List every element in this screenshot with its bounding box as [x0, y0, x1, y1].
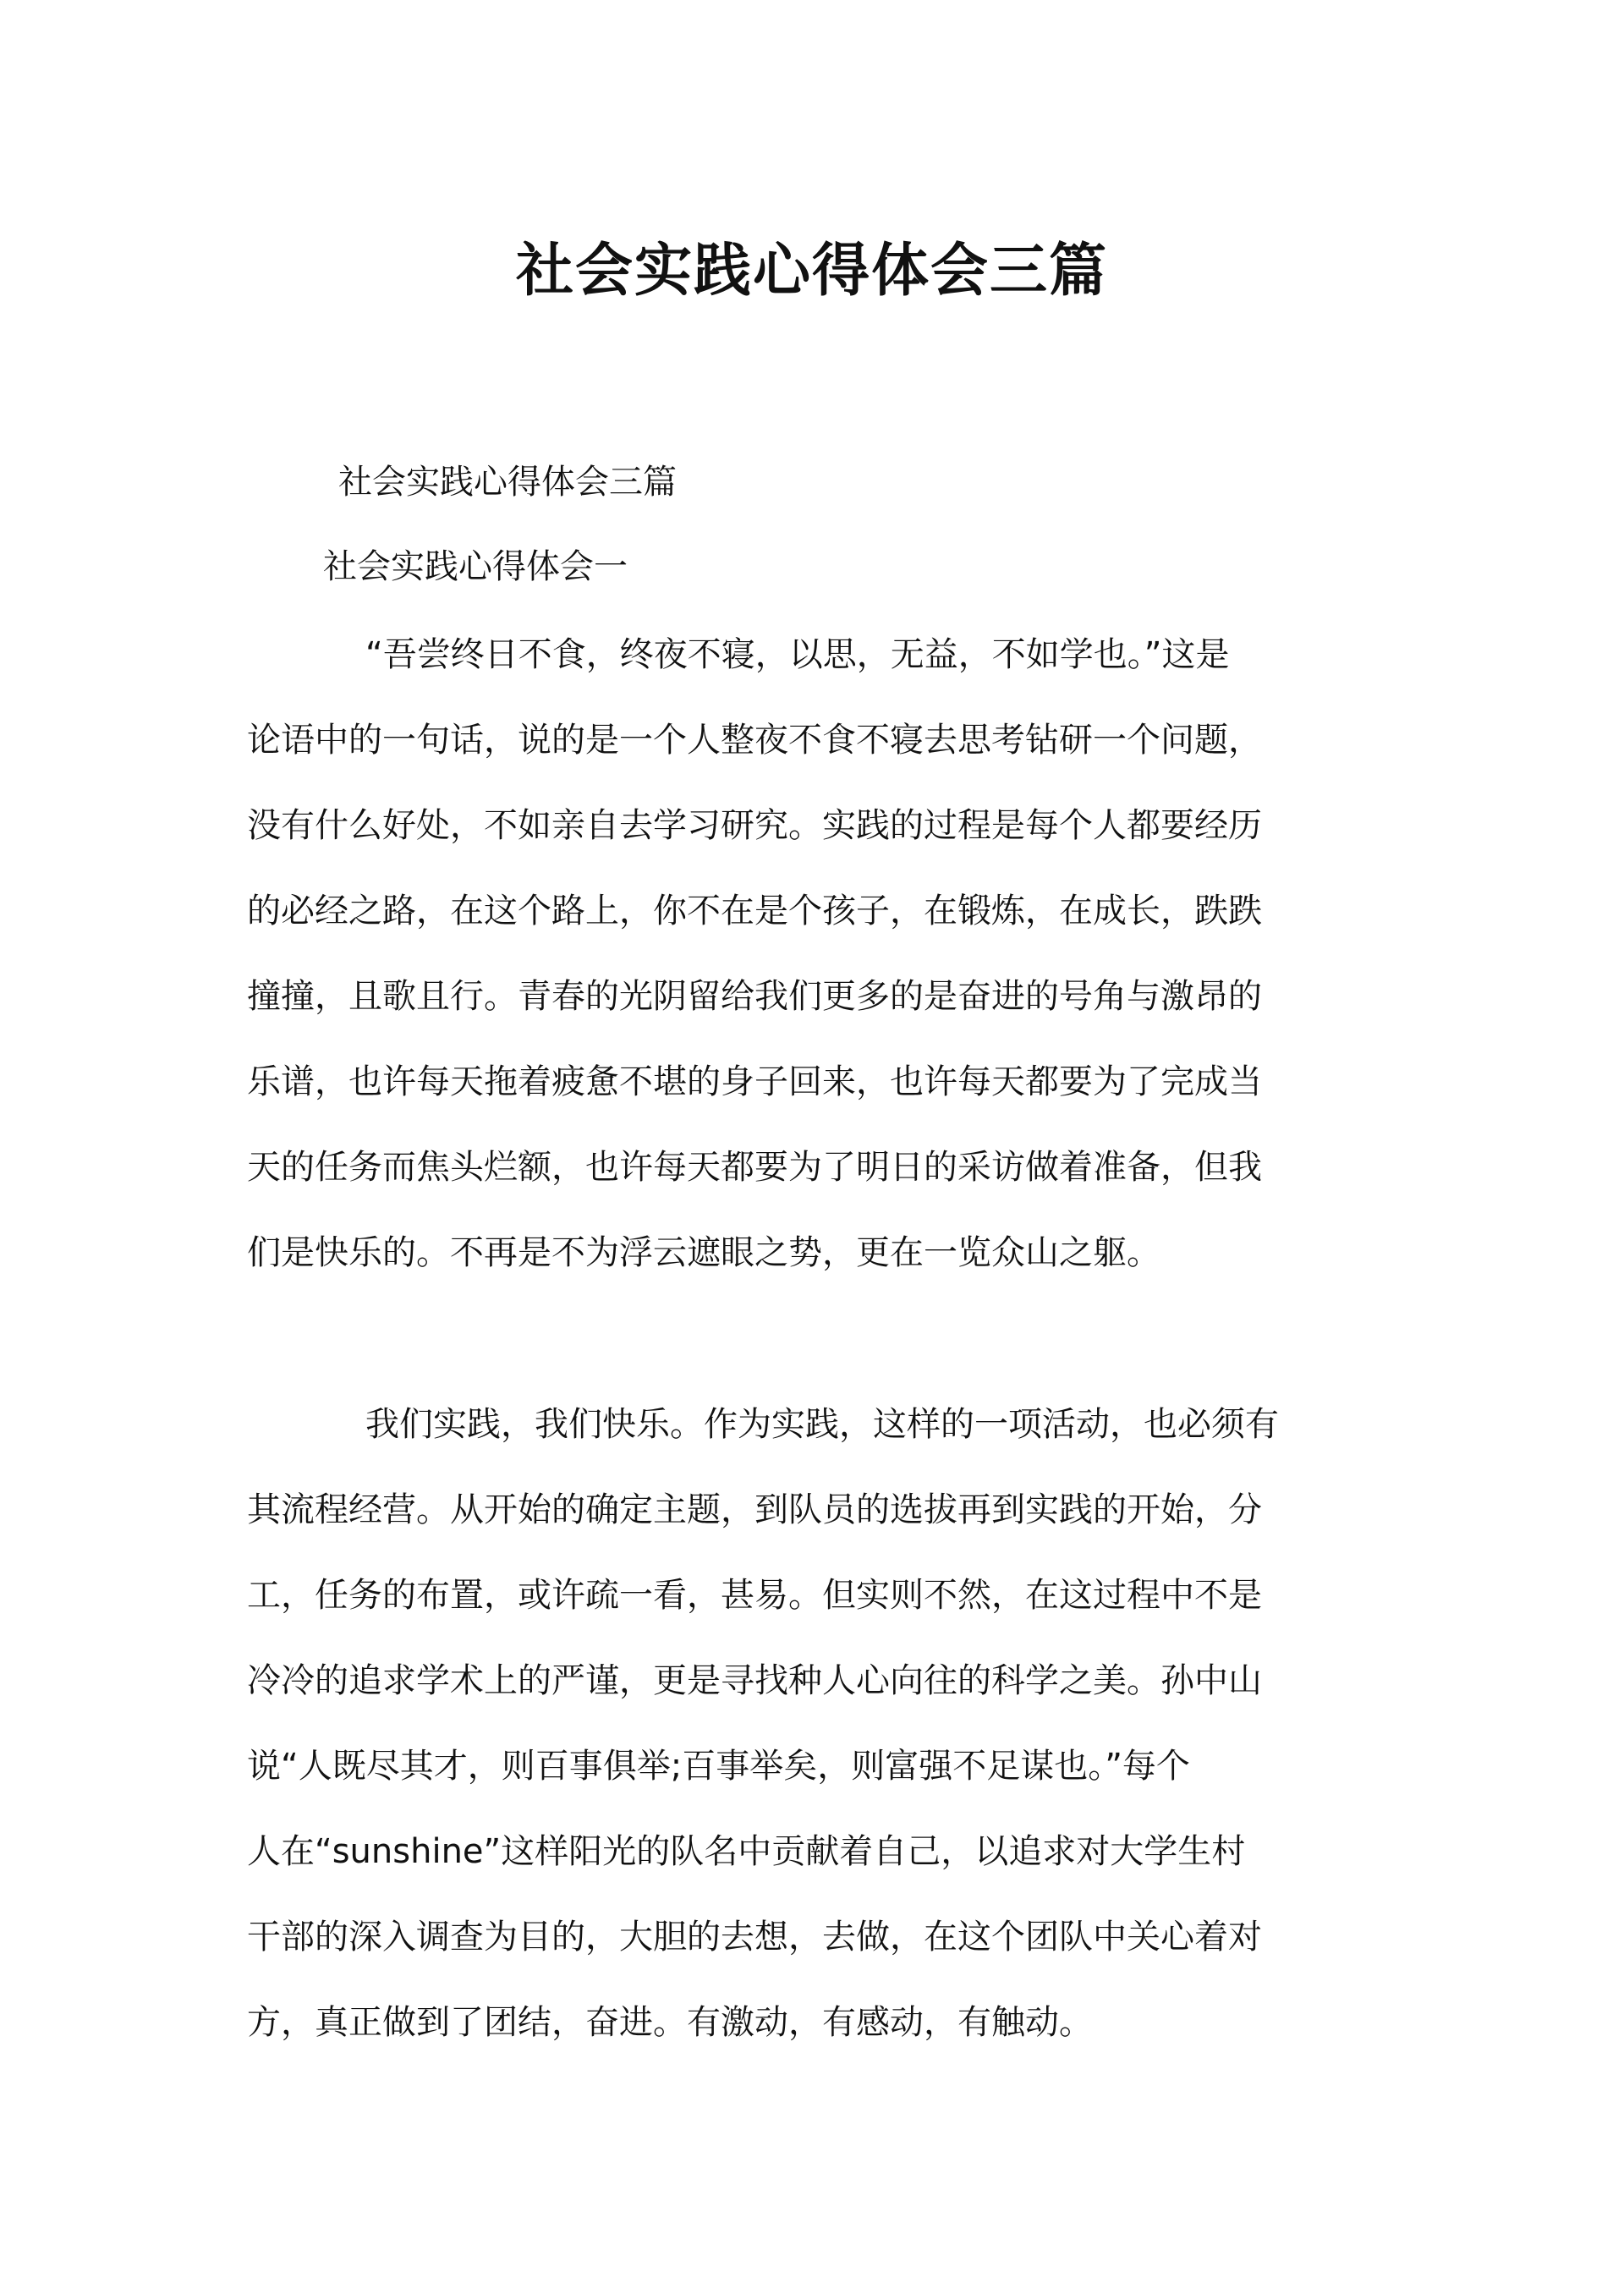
paragraph-line: 工，任务的布置，或许疏一看，甚易。但实则不然，在这过程中不是	[247, 1576, 1262, 1615]
paragraph-line: 干部的深入调查为目的，大胆的去想，去做，在这个团队中关心着对	[247, 1918, 1262, 1956]
paragraph-1	[247, 612, 1406, 1296]
paragraph-line: 人在“sunshine”这样阳光的队名中贡献着自己，以追求对大学生村	[247, 1832, 1246, 1871]
paragraph-line: 论语中的一句话，说的是一个人整夜不食不寝去思考钻研一个问题，	[247, 721, 1262, 760]
paragraph-line: 撞撞，且歌且行。青春的光阴留给我们更多的是奋进的号角与激昂的	[247, 977, 1262, 1016]
paragraph-line: 天的任务而焦头烂额，也许每天都要为了明日的采访做着准备，但我	[247, 1148, 1262, 1187]
paragraph-line: 冷冷的追求学术上的严谨，更是寻找种人心向往的科学之美。孙中山	[247, 1661, 1262, 1700]
paragraph-line: 方，真正做到了团结，奋进。有激动，有感动，有触动。	[247, 2003, 1093, 2042]
paragraph-line: 没有什么好处，不如亲自去学习研究。实践的过程是每个人都要经历	[247, 806, 1262, 845]
document-subheading: 社会实践心得体会三篇	[338, 463, 677, 502]
paragraph-line: 其流程经营。从开始的确定主题，到队员的选拔再到实践的开始，分	[247, 1490, 1262, 1529]
section-heading: 社会实践心得体会一	[323, 547, 628, 586]
paragraph-line: 乐谱，也许每天拖着疲惫不堪的身子回来，也许每天都要为了完成当	[247, 1062, 1262, 1101]
paragraph-line: 我们实践，我们快乐。作为实践，这样的一项活动，也必须有	[365, 1405, 1279, 1444]
paragraph-2	[247, 1382, 1406, 2066]
paragraph-line: “吾尝终日不食，终夜不寝，以思，无益，不如学也。”这是	[365, 635, 1230, 674]
paragraph-line: 们是快乐的。不再是不为浮云遮眼之势，更在一览众山之躯。	[247, 1233, 1160, 1272]
paragraph-line: 的必经之路，在这个路上，你不在是个孩子，在锻炼，在成长，跌跌	[247, 892, 1262, 930]
paragraph-line: 说“人既尽其才，则百事俱举;百事举矣，则富强不足谋也。”每个	[247, 1747, 1190, 1786]
document-title: 社会实践心得体会三篇	[515, 237, 1108, 305]
